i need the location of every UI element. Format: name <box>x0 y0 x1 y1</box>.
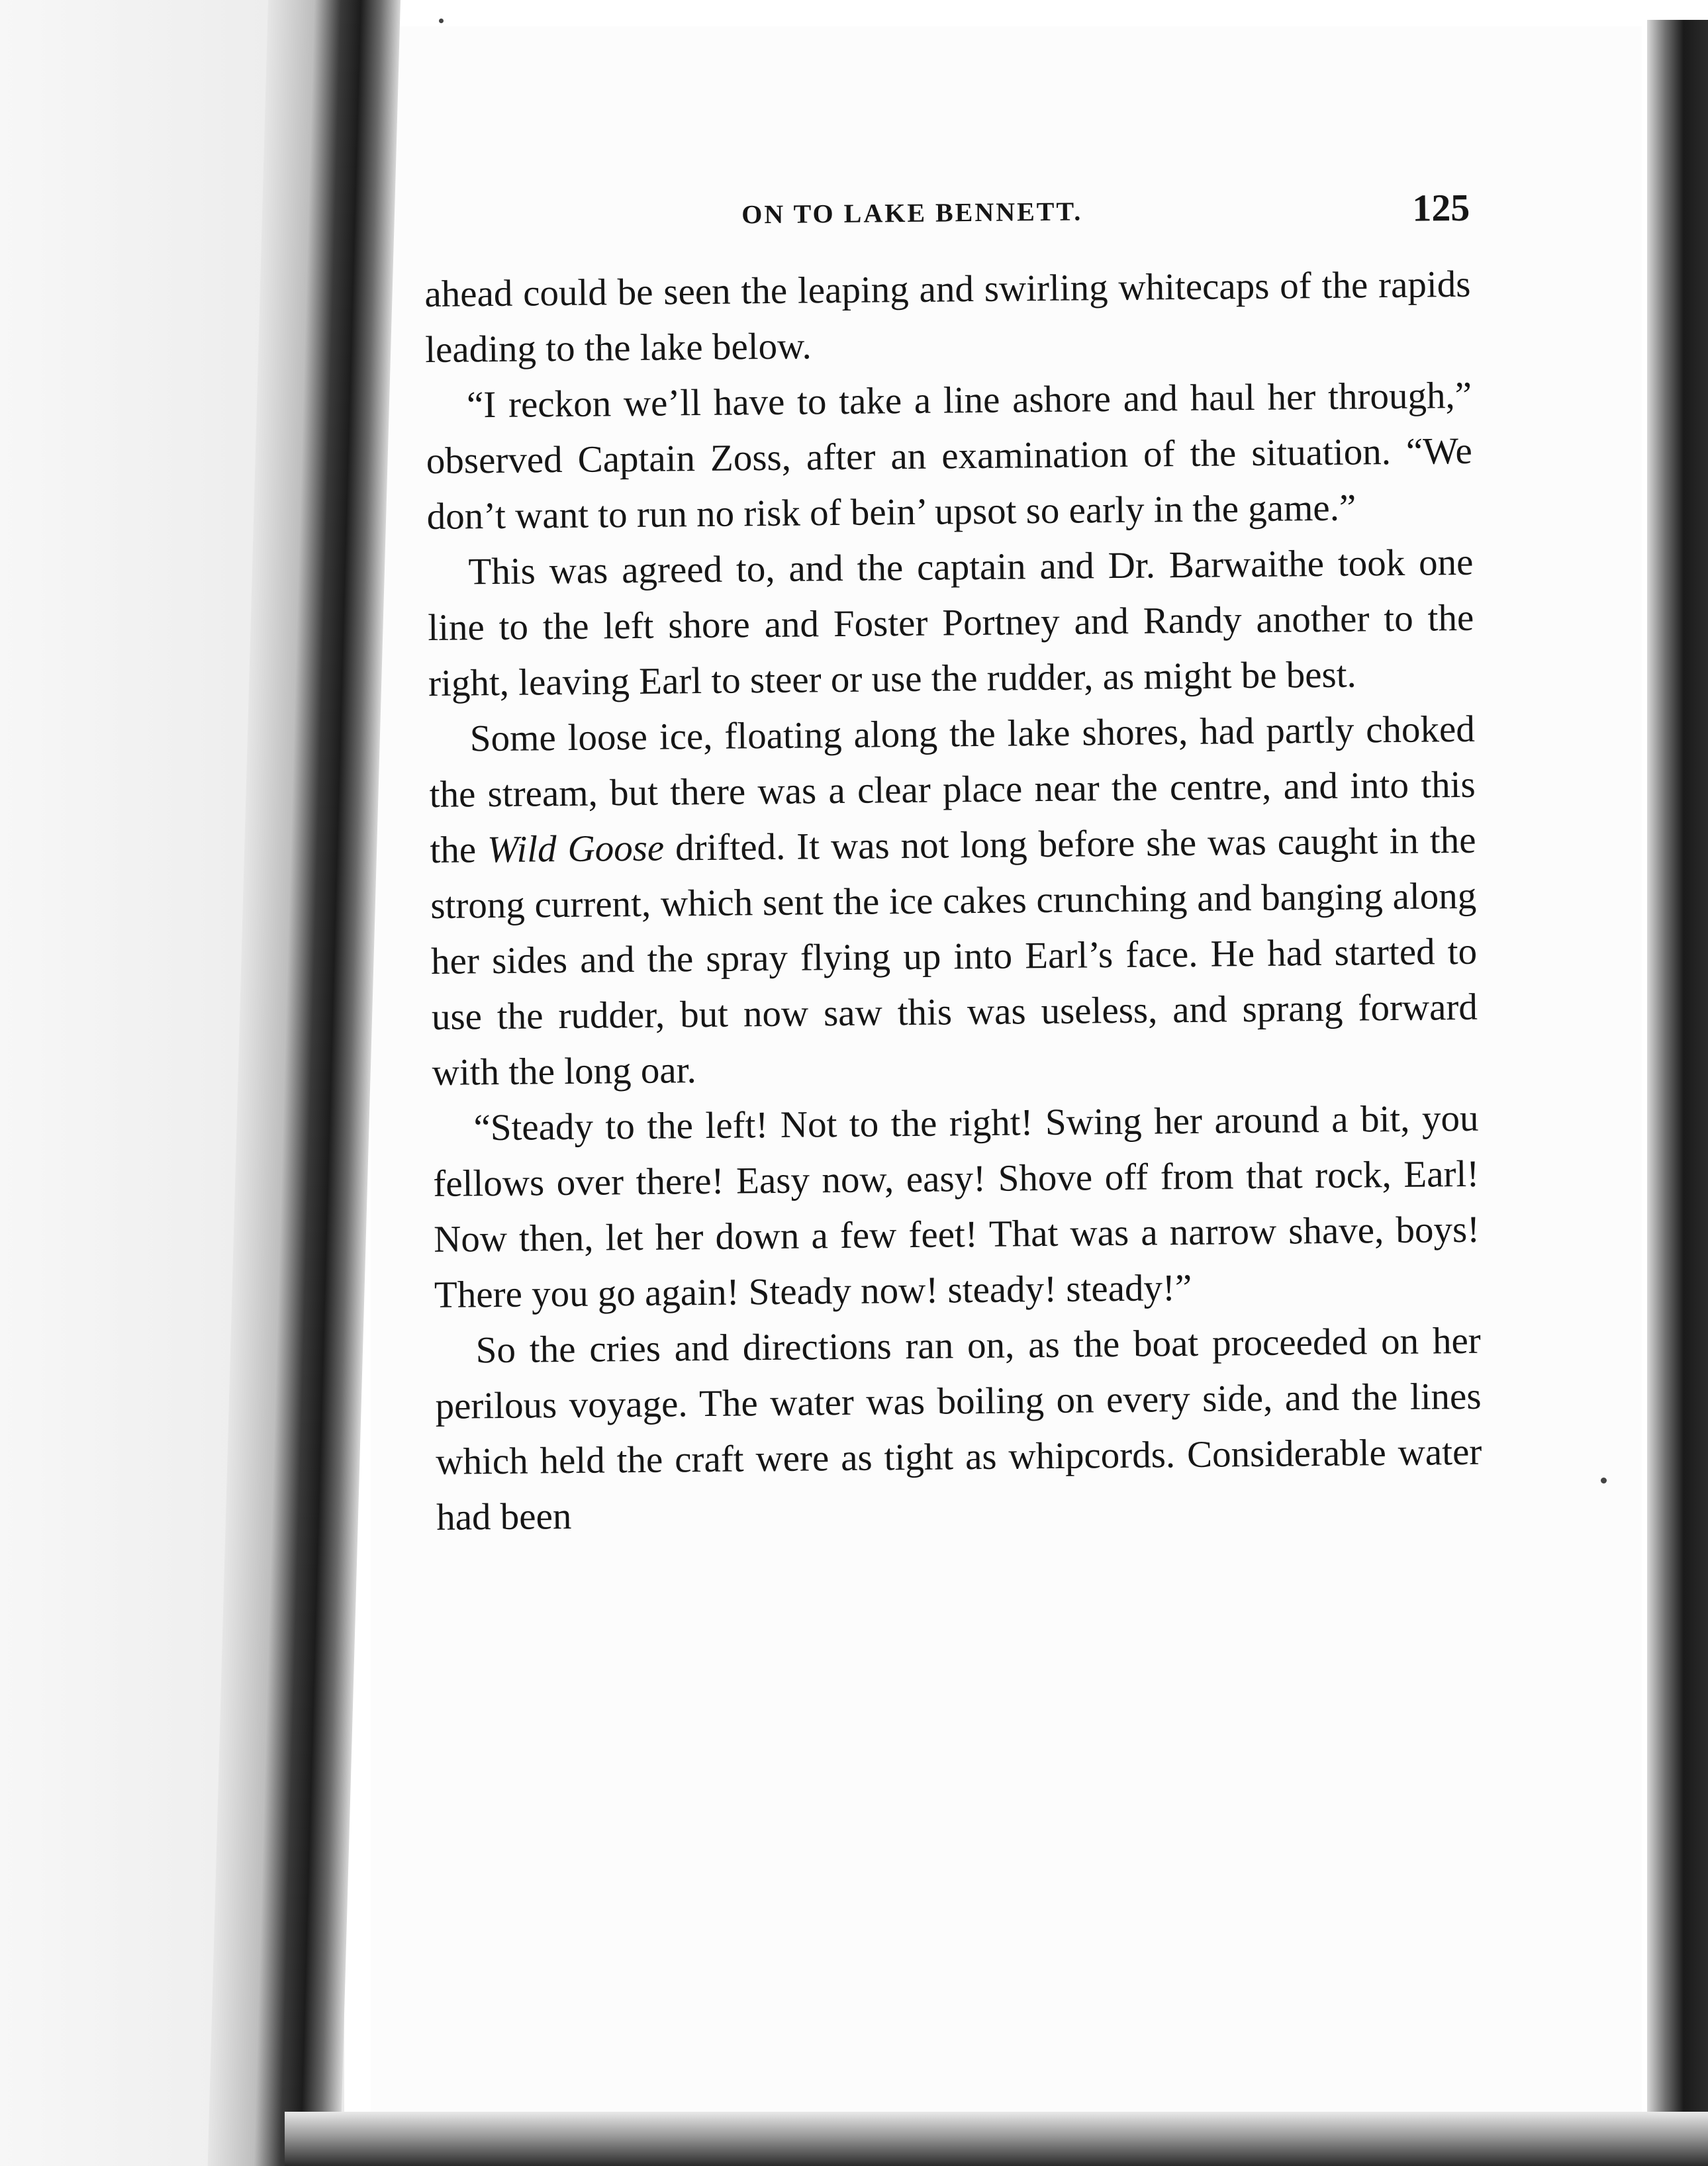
page-edges-bottom <box>285 2112 1708 2166</box>
page-number: 125 <box>1411 185 1470 230</box>
body-text <box>424 257 1482 1546</box>
page-content <box>424 185 1483 1546</box>
paragraph: This was agreed to, and the captain and Dr. Barwaithe took one line to the left shore and Foster Portney and Randy another to the right, leaving Earl to steer or use the rudder, as might be best. <box>427 541 1474 704</box>
paragraph-text-after-ship-name: drifted. It was not long before she was caught in the strong current, which sent the ice cakes crunching and banging along her sides and the spray flying up into Earl’s face. He had started to use the rudder, but now saw this was useless, and sprang forward with the long oar. <box>430 819 1478 1094</box>
scan-speck <box>439 19 444 23</box>
paragraph: “Steady to the left! Not to the right! Swing her around a bit, you fellows over there! Easy now, easy! Shove off from that rock, Earl! Now then, let her down a few feet! That was a narrow shave, boys! There you go again! Steady now! steady! steady!” <box>433 1097 1480 1316</box>
paragraph: “I reckon we’ll have to take a line ashore and haul her through,” observed Captain Zoss, after an examination of the situation. “We don’t want to run no risk of bein’ upsot so early in the game.” <box>426 374 1473 538</box>
paragraph: ahead could be seen the leaping and swirling whitecaps of the rapids leading to the lake below. <box>424 263 1471 371</box>
ship-name-italic: Wild Goose <box>487 827 665 871</box>
scan-speck <box>1601 1478 1607 1483</box>
chapter-running-title: ON TO LAKE BENNETT. <box>741 196 1083 230</box>
paragraph: So the cries and directions ran on, as the boat proceeded on her perilous voyage. The water was boiling on every side, and the lines which held the craft were as tight as whipcords. Considerable water had been <box>435 1319 1482 1538</box>
page-edges-right <box>1647 20 1708 2166</box>
running-head <box>424 185 1470 255</box>
paragraph <box>428 702 1478 1101</box>
paragraph-text-before-ship-name: Some loose ice, floating along the lake shores, had partly choked the stream, but there was a clear place near the centre, and into this the <box>429 708 1476 871</box>
